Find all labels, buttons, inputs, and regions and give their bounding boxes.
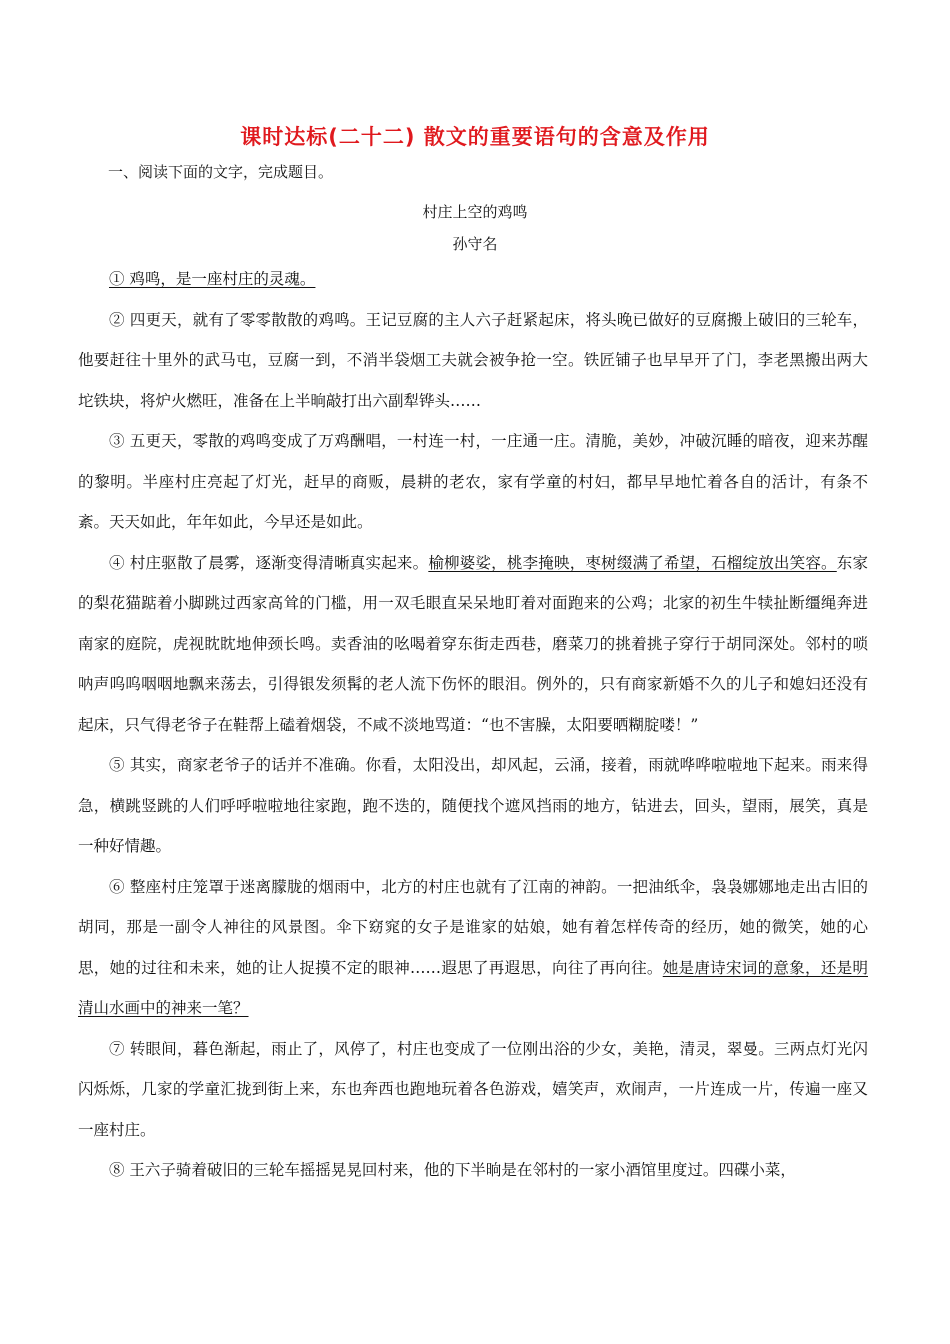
essay-title: 村庄上空的鸡鸣 (422, 203, 528, 221)
question-instruction: 一、阅读下面的文字，完成题目。 (108, 163, 334, 181)
paragraph-text: ④ 村庄驱散了晨雾，逐渐变得清晰真实起来。 (109, 553, 429, 572)
underlined-sentence: ① 鸡鸣，是一座村庄的灵魂。 (109, 270, 316, 288)
paragraph-2: ② 四更天，就有了零零散散的鸡鸣。王记豆腐的主人六子赶紧起床，将头晚已做好的豆腐搬上破旧的三轮车，他要赶往十里外的武马屯，豆腐一到，不消半袋烟工夫就会被争抢一空。铁匠铺子也早早开了门，李老黑搬出两大坨铁块，将炉火燃旺，准备在上半晌敲打出六副犁铧头…… (78, 310, 868, 410)
paragraph-4 (78, 543, 868, 746)
underlined-sentence: 榆柳婆娑，桃李掩映，枣树缀满了希望，石榴绽放出笑容。 (428, 553, 837, 572)
paragraph-5: ⑤ 其实，商家老爷子的话并不准确。你看，太阳没出，却风起，云涌，接着，雨就哗哗啦啦地下起来。雨来得急，横跳竖跳的人们呼呼啦啦地往家跑，跑不迭的，随便找个遮风挡雨的地方，钻进去，回头，望雨，展笑，真是一种好情趣。 (78, 756, 868, 855)
underlined-sentence: 她是唐诗宋词的意象，还是明清山水画中的神来一笔？ (78, 958, 868, 1017)
paragraph-1 (78, 259, 868, 300)
page-title: 课时达标(二十二) 散文的重要语句的含意及作用 (240, 125, 710, 149)
paragraph-text: ⑥ 整座村庄笼罩于迷离朦胧的烟雨中，北方的村庄也就有了江南的神韵。一把油纸伞，袅袅娜娜地走出古旧的胡同，那是一副令人神往的风景图。伞下窈窕的女子是谁家的姑娘，她有着怎样传奇的经历，她的微笑，她的心思，她的过往和未来，她的让人捉摸不定的眼神……遐思了再遐思，向往了再向往。 (78, 877, 868, 977)
paragraph-8: ⑧ 王六子骑着破旧的三轮车摇摇晃晃回村来，他的下半晌是在邻村的一家小酒馆里度过。四碟小菜， (109, 1161, 796, 1179)
paragraph-6 (78, 867, 868, 1029)
paragraph-7: ⑦ 转眼间，暮色渐起，雨止了，风停了，村庄也变成了一位刚出浴的少女，美艳，清灵，翠曼。三两点灯光闪闪烁烁，几家的学童汇拢到街上来，东也奔西也跑地玩着各色游戏，嬉笑声，欢闹声，一片连成一片，传遍一座又一座村庄。 (78, 1039, 868, 1139)
essay-author: 孙守名 (452, 235, 498, 253)
paragraph-3: ③ 五更天，零散的鸡鸣变成了万鸡酬唱，一村连一村，一庄通一庄。清脆，美妙，冲破沉睡的暗夜，迎来苏醒的黎明。半座村庄亮起了灯光，赶早的商贩，晨耕的老农，家有学童的村妇，都早早地忙着各自的活计，有条不紊。天天如此，年年如此，今早还是如此。 (78, 432, 868, 531)
paragraph-text: 东家的梨花猫踮着小脚跳过西家高耸的门槛，用一双毛眼直呆呆地盯着对面跑来的公鸡；北家的初生牛犊扯断缰绳奔进南家的庭院，虎视眈眈地伸颈长鸣。卖香油的吆喝着穿东街走西巷，磨菜刀的挑着挑子穿行于胡同深处。邻村的唢呐声呜呜咽咽地飘来荡去，引得银发须髯的老人流下伤怀的眼泪。例外的，只有商家新婚不久的儿子和媳妇还没有起床，只气得老爷子在鞋帮上磕着烟袋，不咸不淡地骂道：“也不害臊，太阳要晒糊腚喽！” (78, 553, 868, 734)
essay-body (78, 259, 868, 1191)
